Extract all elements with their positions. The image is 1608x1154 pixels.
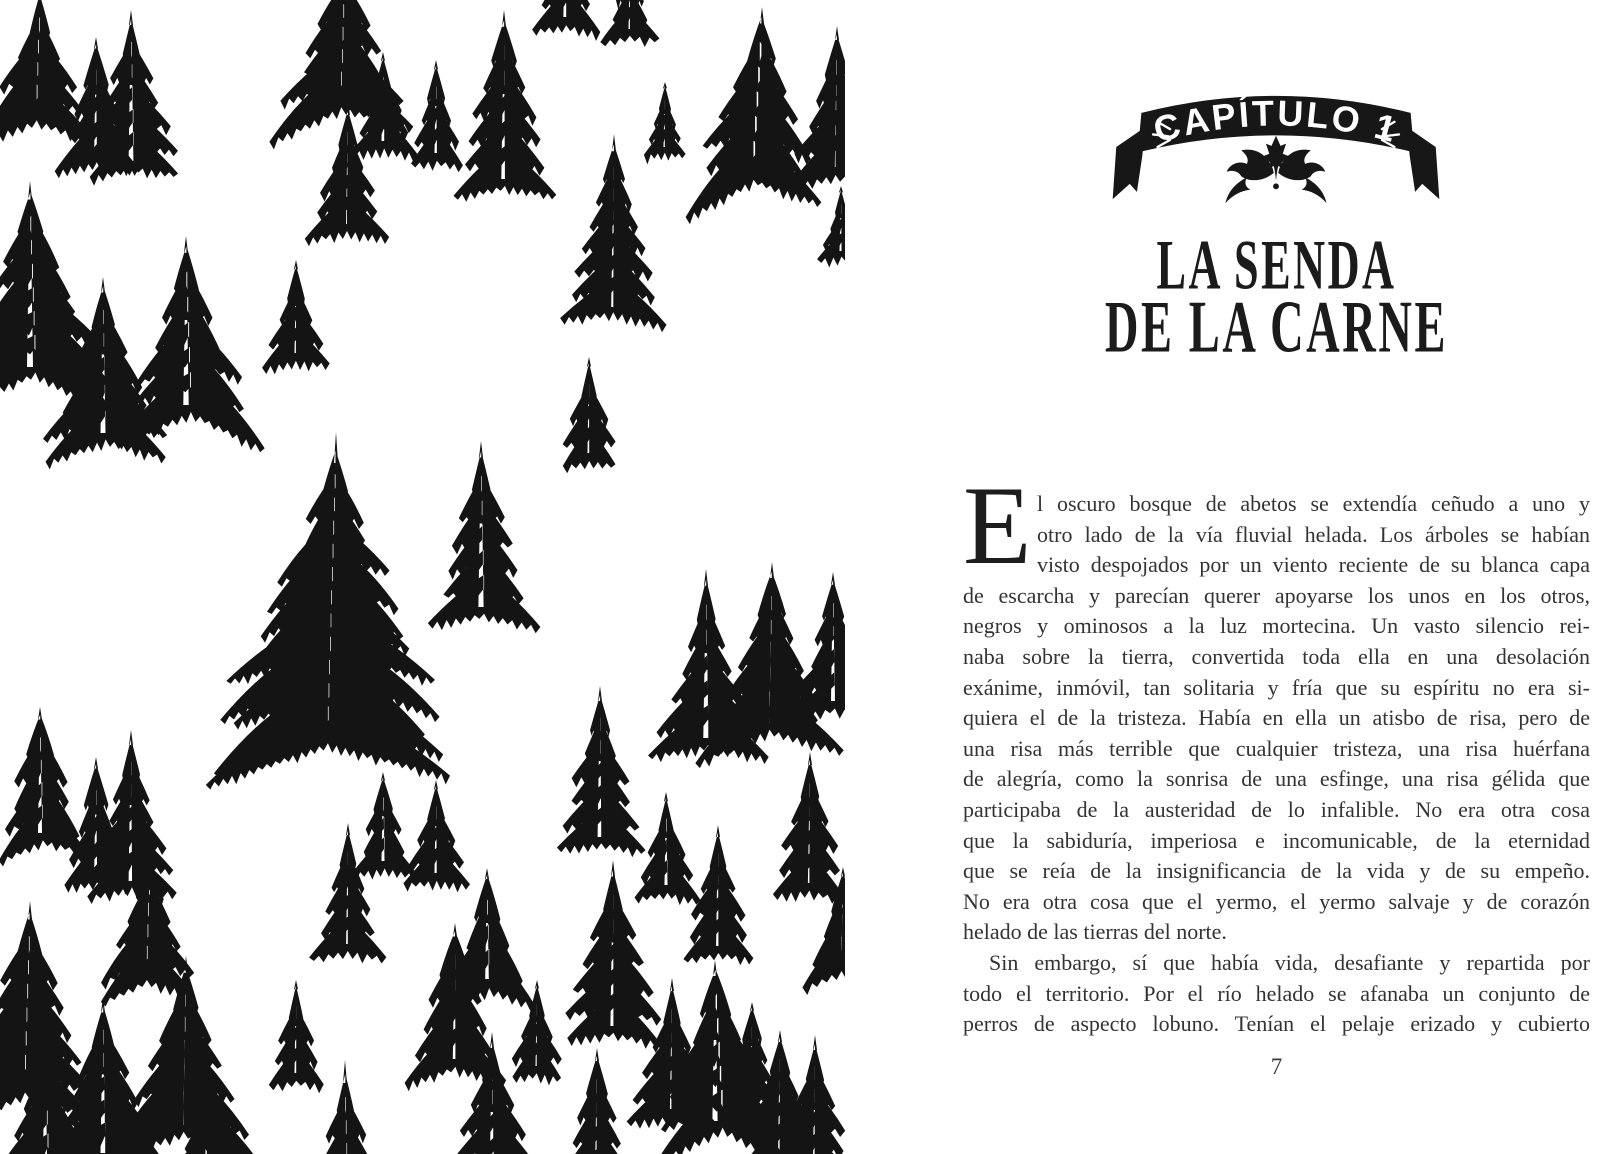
body-line: negros y ominosos a la luz mortecina. Un vasto silencio rei- bbox=[963, 613, 1590, 639]
pine-tree bbox=[773, 752, 845, 907]
body-line: visto despojados por un viento reciente de su blanca capa bbox=[1037, 552, 1590, 578]
right-page bbox=[963, 0, 1590, 1154]
pine-tree bbox=[206, 432, 450, 790]
body-line: l oscuro bosque de abetos se extendía ceñudo a uno y bbox=[1037, 491, 1590, 516]
chapter-title-line-2: DE LA CARNE bbox=[1104, 285, 1449, 369]
body-line: Sin embargo, sí que había vida, desafiante y repartida por bbox=[989, 949, 1590, 975]
body-line: perros de aspecto lobuno. Tenían el pelaje erizado y cubierto bbox=[963, 1011, 1590, 1037]
body-line: que la sabiduría, imperiosa e incomunicable, de la eternidad bbox=[963, 827, 1590, 853]
body-line: No era otra cosa que el yermo, el yermo salvaje y de corazón bbox=[963, 888, 1590, 914]
pine-tree bbox=[644, 82, 686, 165]
pine-tree bbox=[454, 10, 557, 202]
chapter-title-line-1: LA SENDA bbox=[1156, 225, 1397, 305]
pine-tree bbox=[557, 686, 646, 857]
body-line: participaba de la austeridad de lo infalible. No era otra cosa bbox=[963, 796, 1590, 822]
pine-tree bbox=[262, 260, 330, 374]
pine-tree bbox=[560, 134, 666, 332]
body-line: una risa más terrible que cualquier tristeza, una risa huérfana bbox=[963, 735, 1590, 761]
body-text bbox=[963, 464, 1590, 1040]
body-line: todo el territorio. Por el río helado se afanaba un conjunto de bbox=[963, 980, 1590, 1006]
body-line: naba sobre la tierra, convertida toda ella en una desolación bbox=[963, 643, 1590, 669]
body-line: de escarcha y parecían querer apoyarse los unos en los otros, bbox=[963, 582, 1590, 608]
page-number: 7 bbox=[1270, 1054, 1283, 1079]
pine-tree bbox=[563, 357, 616, 473]
drop-cap: E bbox=[963, 464, 1032, 588]
pine-tree bbox=[817, 186, 845, 268]
body-line: que se reía de la insignificancia de la vida y de su empeño. bbox=[963, 858, 1590, 884]
pine-tree bbox=[428, 441, 541, 633]
chapter-banner bbox=[1101, 84, 1451, 228]
pine-tree bbox=[635, 792, 701, 905]
body-line: helado de las tierras del norte. bbox=[963, 919, 1227, 945]
chapter-banner-ribbon bbox=[1101, 84, 1451, 228]
pine-tree bbox=[403, 780, 470, 892]
pine-tree bbox=[352, 772, 417, 881]
pine-tree bbox=[532, 0, 600, 41]
pine-tree bbox=[411, 60, 463, 172]
pine-tree bbox=[554, 1048, 639, 1154]
pine-tree bbox=[600, 0, 659, 47]
body-line: quiera el de la tristeza. Había en ella un atisbo de risa, pero de bbox=[963, 705, 1590, 731]
body-line: de alegría, como la sonrisa de una esfinge, una risa gélida que bbox=[963, 766, 1590, 792]
chapter-label: CAPÍTULO 1 bbox=[1149, 93, 1403, 151]
body-line: exánime, inmóvil, tan solitaria y fría que su espíritu no era si- bbox=[963, 674, 1590, 700]
pine-tree bbox=[0, 707, 87, 867]
fleuron-ornament bbox=[1226, 136, 1327, 203]
pine-tree bbox=[117, 236, 265, 452]
body-line: otro lado de la vía fluvial helada. Los árboles se habían bbox=[1037, 521, 1590, 547]
pine-tree bbox=[686, 7, 822, 224]
pine-tree bbox=[269, 980, 324, 1093]
